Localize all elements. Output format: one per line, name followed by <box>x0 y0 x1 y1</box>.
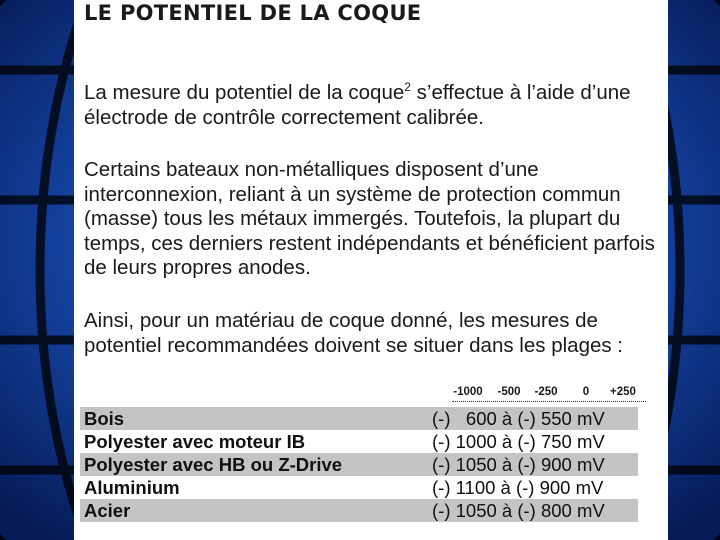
slide-content <box>74 0 668 540</box>
material-cell: Polyester avec moteur IB <box>84 431 306 452</box>
scale-tick-label: -250 <box>534 386 558 398</box>
footnote-marker: 2 <box>404 80 411 94</box>
table-row <box>80 499 638 522</box>
table-row <box>80 407 638 430</box>
table-row <box>80 453 638 476</box>
range-cell: (-) 1050 à (-) 900 mV <box>432 454 605 475</box>
scale-tick-label: +250 <box>610 386 636 398</box>
table-row <box>80 430 638 453</box>
slide-title: LE POTENTIEL DE LA COQUE <box>84 1 422 25</box>
paragraph-ranges-intro: Ainsi, pour un matériau de coque donné, les mesures de potentiel recommandées doivent se situer dans les plages : <box>84 309 624 357</box>
scale-tick-label: -1000 <box>453 386 483 398</box>
scale-tick-label: 0 <box>582 386 590 398</box>
paragraph-interconnection: Certains bateaux non-métalliques disposent d’une interconnexion, reliant à un système de protection commun (masse) tous les métaux immergés. Toutefois, la plupart du temps, ces derniers restent indépendants et bénéficient parfois de leurs propres anodes. <box>84 158 655 279</box>
range-cell: (-) 1050 à (-) 800 mV <box>432 500 605 521</box>
scale-axis-line <box>452 401 646 402</box>
paragraph-measurement-text-b: s’effectue à l’aide d’une électrode de contrôle correctement calibrée. <box>84 81 631 129</box>
range-cell: (-) 600 à (-) 550 mV <box>432 408 605 429</box>
range-cell: (-) 1100 à (-) 900 mV <box>432 477 604 498</box>
material-cell: Polyester avec HB ou Z-Drive <box>84 454 343 475</box>
potential-ranges-table <box>80 407 638 522</box>
material-cell: Aluminium <box>84 477 180 498</box>
table-row <box>80 476 638 499</box>
paragraph-measurement <box>84 81 659 130</box>
material-cell: Bois <box>84 408 125 429</box>
potential-scale <box>446 386 646 404</box>
paragraph-measurement-text-a: La mesure du potentiel de la coque <box>84 81 405 104</box>
range-cell: (-) 1000 à (-) 750 mV <box>432 431 605 452</box>
scale-tick-label: -500 <box>497 386 521 398</box>
material-cell: Acier <box>84 500 131 521</box>
